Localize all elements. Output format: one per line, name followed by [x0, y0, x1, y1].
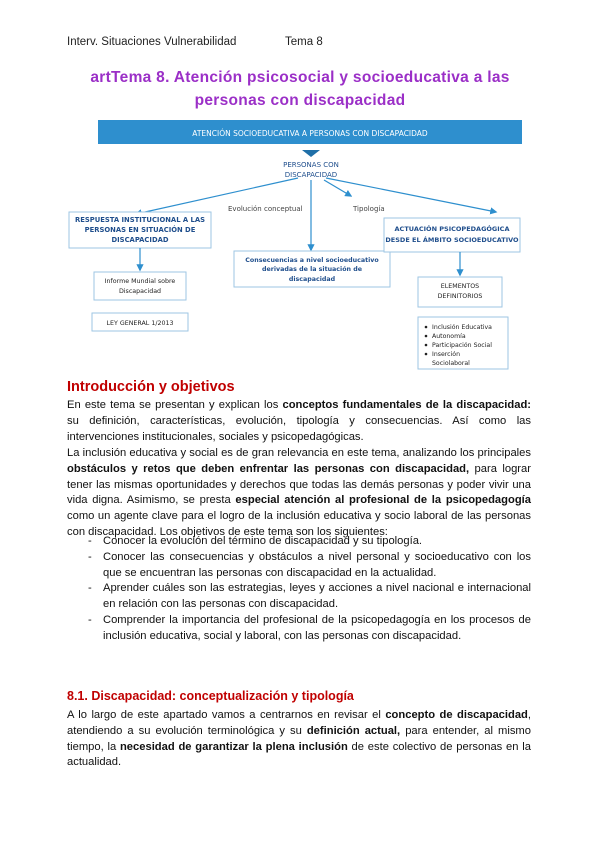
list-item: Sociolaboral	[432, 360, 470, 367]
list-item: Inserción	[432, 351, 461, 358]
title-line-2: personas con discapacidad	[194, 92, 406, 109]
middle-box-line3: discapacidad	[288, 276, 336, 283]
emphasis: especial atención al profesional de la psicopedagogía	[235, 494, 531, 507]
right-box-line1: ACTUACIÓN PSICOPEDAGÓGICA	[394, 225, 510, 233]
label-evolution: Evolución conceptual	[228, 205, 303, 213]
emphasis: definición actual,	[306, 724, 401, 737]
text-run: de este colectivo de personas en la actualidad.	[67, 740, 531, 769]
page-header	[67, 36, 323, 48]
text-run: como un agente clave para el logro de la inclusión educativa y socio laboral de las personas con discapacidad. Los objetivos de este tema son los siguientes:	[67, 510, 531, 538]
text-run: En este tema se presentan y explican los	[67, 399, 283, 411]
list-item: Inclusión Educativa	[432, 324, 492, 331]
report-box-line1: Informe Mundial sobre	[104, 278, 176, 285]
list-bullet	[425, 353, 428, 356]
text-run: su definición, características, evolución, tipología y consecuencias. Así como las intervenciones institucionales, sociales y psicopedagógicas.	[67, 414, 531, 443]
header-subject: Interv. Situaciones Vulnerabilidad	[67, 36, 237, 48]
intro-heading: Introducción y objetivos	[67, 379, 235, 395]
concept-diagram	[66, 120, 526, 370]
left-box-line1: RESPUESTA INSTITUCIONAL A LAS	[74, 216, 206, 224]
law-box-text: LEY GENERAL 1/2013	[106, 320, 174, 327]
emphasis: obstáculos y retos que deben enfrentar las personas con discapacidad,	[67, 462, 470, 475]
elements-box-line2: DEFINITORIOS	[437, 293, 483, 300]
emphasis: concepto de discapacidad	[385, 709, 528, 721]
page-title	[60, 66, 540, 112]
elements-box	[418, 277, 502, 307]
middle-box-line2: derivadas de la situación de	[262, 266, 362, 273]
arrow-to-right	[326, 178, 496, 212]
report-box-line2: Discapacidad	[118, 288, 162, 295]
left-box-line3: DISCAPACIDAD	[111, 236, 169, 244]
section-8-1-heading: 8.1. Discapacidad: conceptualización y tipología	[67, 689, 354, 703]
left-box-line2: PERSONAS EN SITUACIÓN DE	[84, 226, 196, 234]
section-8-1-paragraph	[67, 708, 531, 771]
text-run: La inclusión educativa y social es de gran relevancia en este tema, analizando los principales	[67, 447, 531, 459]
header-topic: Tema 8	[285, 36, 323, 48]
center-node-line2: DISCAPACIDAD	[284, 171, 338, 179]
text-run: para entender, al mismo tiempo, la	[67, 724, 531, 753]
list-item: Autonomía	[432, 333, 466, 340]
intro-paragraph-2	[67, 446, 531, 541]
objective-item: - Aprender cuáles son las estrategias, leyes y acciones a nivel nacional e internacional en relación con las personas con discapacidad.	[88, 581, 531, 613]
right-box-line2: DESDE EL ÁMBITO SOCIOEDUCATIVO	[385, 236, 519, 244]
intro-paragraph-1	[67, 398, 531, 445]
text-run: , atendiendo a su evolución terminológica y su	[67, 709, 532, 737]
objective-item: - Conocer la evolución del término de discapacidad y su tipología.	[88, 534, 531, 550]
right-box	[384, 218, 520, 252]
emphasis: conceptos fundamentales de la discapacidad:	[282, 399, 532, 411]
objectives-list	[88, 534, 531, 645]
list-bullet	[425, 344, 428, 347]
center-node-line1: PERSONAS CON	[283, 161, 339, 169]
middle-box-line1: Consecuencias a nivel socioeducativo	[245, 257, 379, 264]
banner-pointer	[302, 150, 320, 157]
list-bullet	[425, 326, 428, 329]
title-line-1: artTema 8. Atención psicosocial y socioeducativa a las	[90, 69, 510, 86]
list-item: Participación Social	[432, 342, 492, 349]
elements-box-line1: ELEMENTOS	[440, 283, 480, 290]
objective-item: - Comprender la importancia del profesional de la psicopedagogía en los procesos de inclusión educativa, social y laboral, con las personas con discapacidad.	[88, 613, 531, 645]
report-box	[94, 272, 186, 300]
diagram-banner-text: ATENCIÓN SOCIOEDUCATIVA A PERSONAS CON DISCAPACIDAD	[192, 129, 428, 138]
text-run: para lograr tener las mismas oportunidades y derechos que todas las demás personas y poder vivir una vida digna. Asimismo, se presta	[67, 462, 531, 507]
label-typology: Tipología	[353, 205, 385, 213]
list-bullet	[425, 335, 428, 338]
objective-item: - Conocer las consecuencias y obstáculos a nivel personal y socioeducativo con los que se encuentran las personas con discapacidad en la actualidad.	[88, 550, 531, 582]
emphasis: necesidad de garantizar la plena inclusión	[119, 740, 348, 753]
text-run: A lo largo de este apartado vamos a centrarnos en revisar el	[67, 709, 386, 721]
